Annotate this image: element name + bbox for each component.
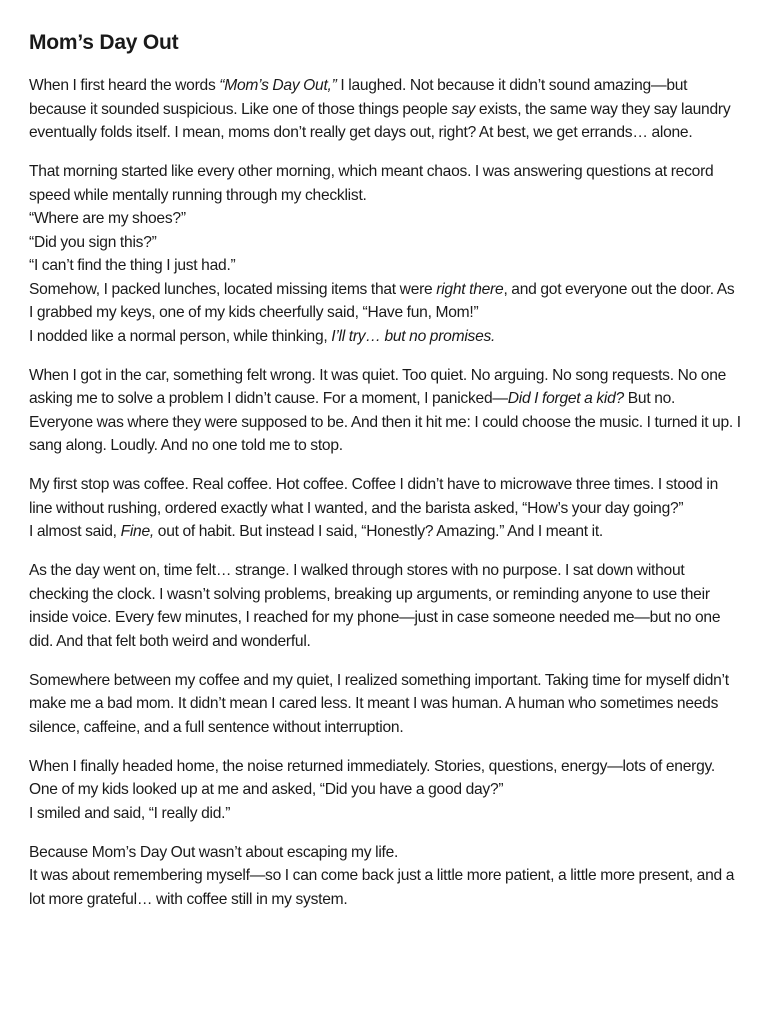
car-text-start: When I got in the car, something felt wrong. It was quiet. Too quiet. No arguing. No song requests. No one asking me to solve a problem I didn’t cause. For a moment, I panicked—	[29, 366, 727, 407]
morning-line-find: “I can’t find the thing I just had.”	[29, 257, 236, 274]
no-promises-italic: I’ll try… but no promises.	[331, 327, 496, 345]
paragraph-day-went-on: As the day went on, time felt… strange. I walked through stores with no purpose. I sat down without checking the clock. I wasn’t solving problems, breaking up arguments, or reminding anyone to use their inside voice. Every few minutes, I reached for my phone—just in case someone needed me—but no one did. And that felt both weird and wonderful.	[29, 562, 721, 650]
paragraph-coffee	[29, 473, 741, 544]
home-line-1: When I finally headed home, the noise returned immediately. Stories, questions, energy—lots of energy. One of my kids looked up at me and asked, “Did you have a good day?”	[29, 757, 715, 798]
paragraph-home	[29, 755, 741, 826]
home-line-2: I smiled and said, “I really did.”	[29, 804, 231, 822]
meant-it-text: out of habit. But instead I said, “Honestly? Amazing.” And I meant it.	[153, 523, 604, 540]
conclusion-line-2: It was about remembering myself—so I can come back just a little more patient, a little more present, and a lot more grateful… with coffee still in my system.	[29, 867, 735, 908]
coffee-line-1: My first stop was coffee. Real coffee. Hot coffee. Coffee I didn’t have to microwave three times. I stood in line without rushing, ordered exactly what I wanted, and the barista asked, “How’s your day going?”	[29, 476, 719, 517]
paragraph-morning	[29, 160, 741, 348]
paragraph-conclusion	[29, 841, 741, 912]
intro-text-start: When I first heard the words	[29, 77, 220, 94]
paragraph-car	[29, 364, 741, 458]
car-text-end: But no. Everyone was where they were supposed to be. And then it hit me: I could choose the music. I turned it up. I sang along. Loudly. And no one told me to stop.	[29, 390, 741, 454]
document-title: Mom’s Day Out	[29, 31, 179, 54]
nodded-text: I nodded like a normal person, while thinking,	[29, 327, 332, 345]
conclusion-line-1: Because Mom’s Day Out wasn’t about escaping my life.	[29, 843, 399, 861]
almost-said-text: I almost said,	[29, 523, 121, 540]
intro-text-middle: I laughed. Not because it didn’t sound amazing—but because it sounded suspicious. Like one of those things people	[29, 77, 688, 118]
forget-kid-italic: Did I forget a kid?	[507, 390, 624, 407]
document-page	[29, 29, 741, 927]
lunches-text-end: , and got everyone out the door. As I grabbed my keys, one of my kids cheerfully said, “Have fun, Mom!”	[29, 280, 735, 321]
morning-line-1: That morning started like every other morning, which meant chaos. I was answering questions at record speed while mentally running through my checklist.	[29, 163, 714, 204]
lunches-text-start: Somehow, I packed lunches, located missing items that were	[29, 280, 437, 298]
morning-line-lunches	[29, 278, 741, 325]
morning-line-nodded	[29, 325, 741, 349]
paragraph-realization: Somewhere between my coffee and my quiet, I realized something important. Taking time for myself didn’t make me a bad mom. It didn’t mean I cared less. It meant I was human. A human who sometimes needs silence, caffeine, and a full sentence without interruption.	[29, 671, 729, 736]
morning-line-sign: “Did you sign this?”	[29, 233, 157, 251]
intro-quote-italic: “Mom’s Day Out,”	[219, 77, 337, 94]
morning-line-shoes: “Where are my shoes?”	[29, 210, 186, 227]
fine-italic: Fine,	[120, 523, 154, 540]
intro-text-end: exists, the same way they say laundry eventually folds itself. I mean, moms don’t really get days out, right? At best, we get errands… alone.	[29, 100, 731, 141]
right-there-italic: right there	[436, 280, 504, 298]
paragraph-intro	[29, 74, 741, 145]
intro-say-italic: say	[451, 100, 476, 118]
coffee-line-2	[29, 520, 741, 544]
